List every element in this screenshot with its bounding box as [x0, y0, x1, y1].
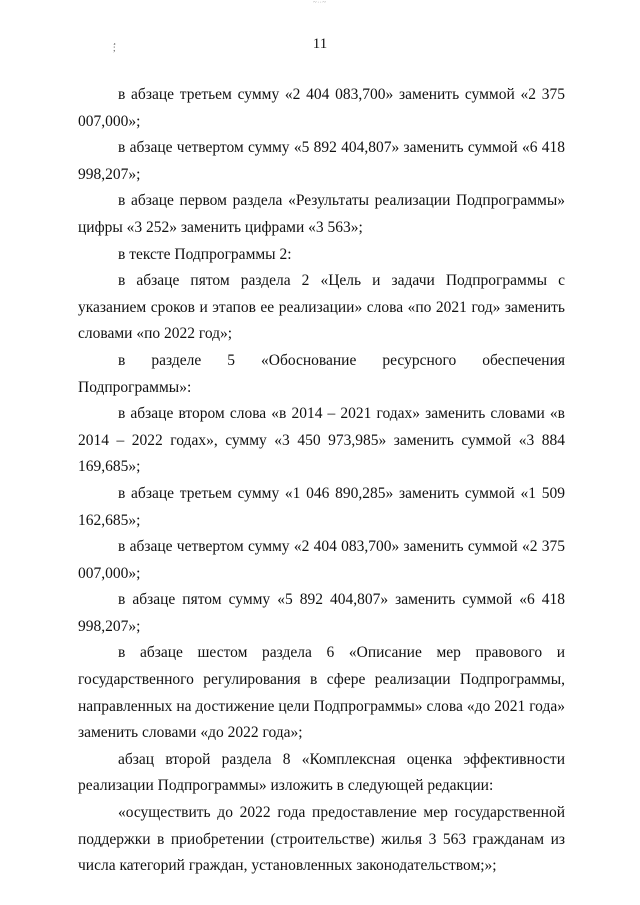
- paragraph-13: «осуществить до 2022 года предоставление мер государственной поддержки в приобретении (строительстве) жилья 3 563 гражданам из числа категорий граждан, установленных законодательством;»;: [78, 804, 565, 875]
- paragraph-6: в разделе 5 «Обоснование ресурсного обеспечения Подпрограммы»:: [78, 351, 565, 396]
- paragraph-2: в абзаце четвертом сумму «5 892 404,807» заменить суммой «6 418 998,207»;: [78, 139, 565, 183]
- paragraph-5: в абзаце пятом раздела 2 «Цель и задачи Подпрограммы с указанием сроков и этапов ее реализации» слова «по 2021 год» заменить словами «по 2022 год»;: [78, 272, 565, 343]
- paragraph-9: в абзаце четвертом сумму «2 404 083,700» заменить суммой «2 375 007,000»;: [78, 538, 565, 582]
- scan-artifact: ~∙∙~: [313, 0, 327, 6]
- page-number: 11: [312, 36, 328, 52]
- document-body: [78, 82, 565, 880]
- paragraph-12: абзац второй раздела 8 «Комплексная оценка эффективности реализации Подпрограммы» изложить в следующей редакции:: [78, 750, 565, 795]
- paragraph-1: в абзаце третьем сумму «2 404 083,700» заменить суммой «2 375 007,000»;: [78, 86, 565, 130]
- paragraph-11: в абзаце шестом раздела 6 «Описание мер правового и государственного регулирования в сфере реализации Подпрограммы, направленных на достижение цели Подпрограммы» слова «до 2021 года» заменить словами «до 2022 года»;: [78, 644, 565, 742]
- paragraph-3: в абзаце первом раздела «Результаты реализации Подпрограммы» цифры «3 252» заменить цифрами «3 563»;: [78, 192, 565, 236]
- paragraph-7: в абзаце втором слова «в 2014 – 2021 годах» заменить словами «в 2014 – 2022 годах», сумму «3 450 973,985» заменить суммой «3 884 169,685»;: [78, 405, 565, 476]
- paragraph-4: в тексте Подпрограммы 2:: [118, 245, 292, 263]
- margin-mark: ¸ ;: [113, 35, 116, 53]
- paragraph-8: в абзаце третьем сумму «1 046 890,285» заменить суммой «1 509 162,685»;: [78, 484, 565, 529]
- paragraph-10: в абзаце пятом сумму «5 892 404,807» заменить суммой «6 418 998,207»;: [78, 591, 565, 635]
